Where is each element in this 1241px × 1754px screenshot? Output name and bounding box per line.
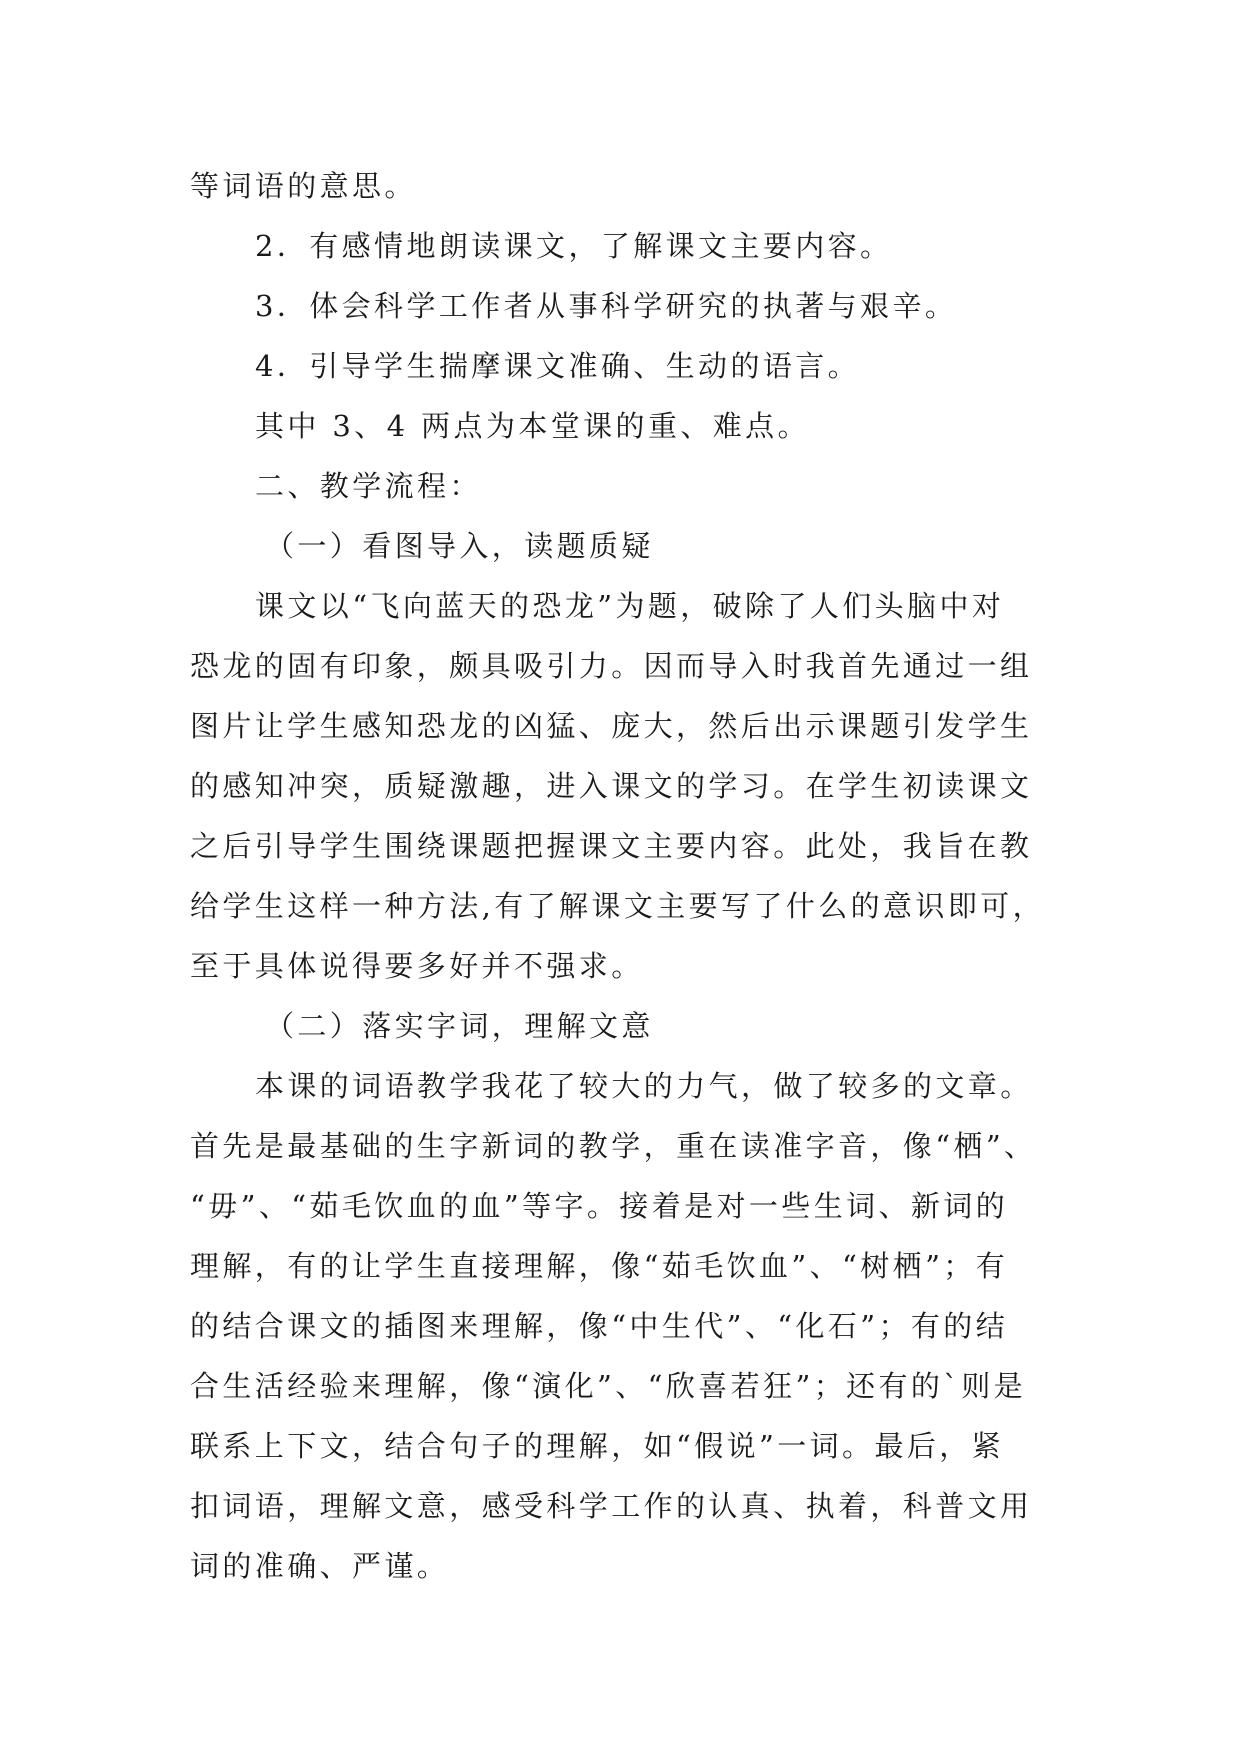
paragraph-line: 至于具体说得要多好并不强求。 xyxy=(190,949,644,983)
paragraph-line: 之后引导学生围绕课题把握课文主要内容。此处，我旨在教 xyxy=(190,829,1033,863)
objective-item-2: 2．有感情地朗读课文，了解课文主要内容。 xyxy=(255,229,893,263)
paragraph-line: 本课的词语教学我花了较大的力气，做了较多的文章。 xyxy=(255,1069,1033,1103)
objective-item-3: 3．体会科学工作者从事科学研究的执著与艰辛。 xyxy=(255,289,958,323)
objective-item-4: 4．引导学生揣摩课文准确、生动的语言。 xyxy=(255,349,861,383)
paragraph-line: 的结合课文的插图来理解，像“中生代”、“化石”；有的结 xyxy=(190,1309,1009,1343)
text-line-continuation: 等词语的意思。 xyxy=(190,169,417,203)
paragraph-line: 首先是最基础的生字新词的教学，重在读准字音，像“栖”、 xyxy=(190,1129,1037,1163)
subsection-heading-2: （二）落实字词，理解文意 xyxy=(265,1009,654,1043)
paragraph-line: 联系上下文，结合句子的理解，如“假说”一词。最后，紧 xyxy=(190,1429,1005,1463)
paragraph-line: “毋”、“茹毛饮血的血”等字。接着是对一些生词、新词的 xyxy=(190,1189,1009,1223)
section-heading-teaching-process: 二、教学流程： xyxy=(255,469,482,503)
paragraph-line: 的感知冲突，质疑激趣，进入课文的学习。在学生初读课文 xyxy=(190,769,1033,803)
paragraph-line: 理解，有的让学生直接理解，像“茹毛饮血”、“树栖”；有 xyxy=(190,1249,1009,1283)
key-points-note: 其中 3、4 两点为本堂课的重、难点。 xyxy=(255,409,810,443)
paragraph-line: 合生活经验来理解，像“演化”、“欣喜若狂”；还有的`则是 xyxy=(190,1369,1027,1403)
paragraph-line: 给学生这样一种方法,有了解课文主要写了什么的意识即可， xyxy=(190,889,1046,923)
paragraph-line: 扣词语，理解文意，感受科学工作的认真、执着，科普文用 xyxy=(190,1489,1033,1523)
paragraph-line: 恐龙的固有印象，颇具吸引力。因而导入时我首先通过一组 xyxy=(190,649,1033,683)
paragraph-line: 课文以“飞向蓝天的恐龙”为题，破除了人们头脑中对 xyxy=(255,589,1005,623)
paragraph-line: 词的准确、严谨。 xyxy=(190,1549,450,1583)
subsection-heading-1: （一）看图导入，读题质疑 xyxy=(265,529,654,563)
paragraph-line: 图片让学生感知恐龙的凶猛、庞大，然后出示课题引发学生 xyxy=(190,709,1033,743)
